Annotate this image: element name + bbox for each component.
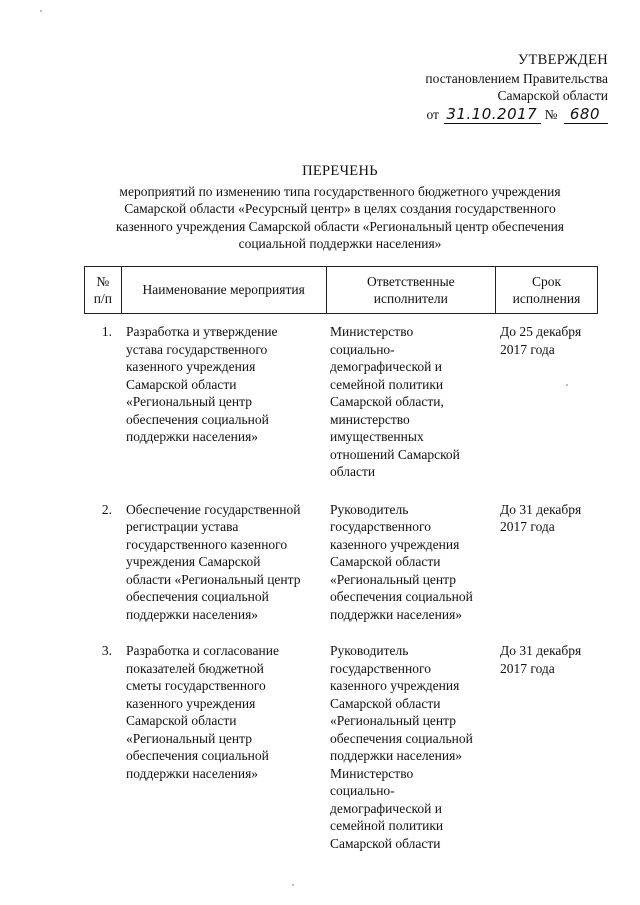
row-deadline: До 31 декабря 2017 года	[500, 643, 582, 676]
header-num: № п/п	[85, 267, 122, 313]
table-row	[84, 642, 598, 852]
header-responsible: Ответственные исполнители	[327, 267, 496, 313]
row-responsible: Руководитель государственного казенного учреждения Самарской области «Региональный центр обеспечения социальной поддержки населения»	[330, 501, 473, 622]
row-deadline: До 31 декабря 2017 года	[500, 501, 582, 534]
document-heading	[60, 163, 620, 253]
row-num: 2.	[101, 501, 112, 517]
approval-number-prefix: №	[544, 106, 558, 122]
row-responsible: Министерство социально- демографической и семейной политики Самарской области, министерство имущественных отношений Самарской области	[330, 324, 460, 479]
approval-line-1: постановлением Правительства	[425, 70, 608, 86]
approval-title: УТВЕРЖДЕН	[517, 52, 608, 68]
row-num: 3.	[101, 643, 112, 658]
handwritten-date: 31.10.2017	[444, 106, 541, 125]
scan-speck	[566, 384, 568, 386]
table-header-row	[84, 266, 598, 314]
table-row	[84, 501, 598, 624]
scan-speck	[292, 884, 294, 886]
heading-line-2: Самарской области «Ресурсный центр» в целях создания государственного	[124, 201, 556, 216]
heading-line-1: мероприятий по изменению типа государственного бюджетного учреждения	[119, 183, 561, 199]
row-name: Разработка и согласование показателей бюджетной сметы государственного казенного учреждения Самарской области «Региональный центр обеспечения социальной поддержки населения»	[126, 643, 279, 781]
row-deadline: До 25 декабря 2017 года	[500, 324, 582, 357]
row-num: 1.	[101, 324, 112, 339]
row-responsible: Руководитель государственного казенного учреждения Самарской области «Региональный центр обеспечения социальной поддержки населения» Министерство социально- демографической и семейной политики Самарской области	[330, 643, 473, 851]
row-name: Обеспечение государственной регистрации устава государственного казенного учреждения Самарской области «Региональный центр обеспечения социальной поддержки населения»	[126, 501, 301, 622]
table-row	[84, 323, 598, 481]
heading-line-3: казенного учреждения Самарской области «Региональный центр обеспечения	[115, 218, 565, 234]
approval-from-prefix: от	[426, 106, 439, 122]
handwritten-number: 680	[564, 106, 608, 125]
header-name: Наименование мероприятия	[122, 267, 327, 313]
approval-line-2: Самарской области	[497, 88, 608, 103]
approval-block	[380, 52, 608, 124]
scan-speck	[40, 10, 42, 12]
header-deadline: Срок исполнения	[512, 273, 581, 306]
row-name: Разработка и утверждение устава государственного казенного учреждения Самарской области «Региональный центр обеспечения социальной поддержки населения»	[126, 324, 278, 444]
approval-date-line	[380, 106, 608, 125]
document-title: ПЕРЕЧЕНЬ	[302, 163, 378, 179]
heading-line-4: социальной поддержки населения»	[238, 236, 442, 251]
measures-table	[84, 266, 598, 852]
